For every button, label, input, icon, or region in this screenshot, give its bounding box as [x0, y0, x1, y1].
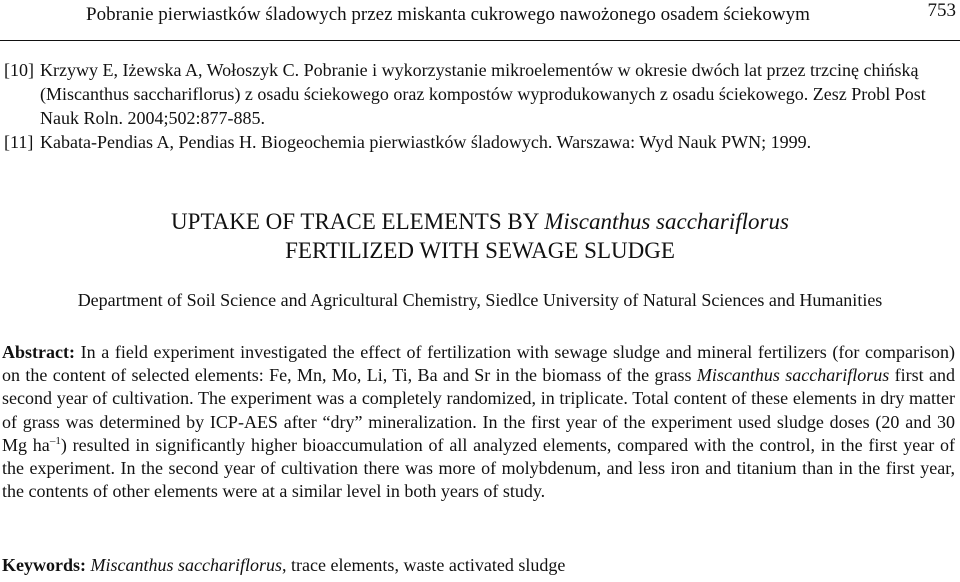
abstract-text-1: In a field experiment investigated the effect of fertilization with sewage sludge and mineral fertilizers (for comparison) on the content of selected elements: Fe, Mn, Mo, Li, Ti, Ba and Sr in the biomass of the grass: [2, 342, 956, 386]
keywords-rest: , trace elements, waste activated sludge: [282, 555, 566, 575]
affiliation: Department of Soil Science and Agricultural Chemistry, Siedlce University of Natural Sciences and Humanities: [77, 290, 883, 310]
keywords: [2, 555, 955, 576]
reference-number: [10]: [4, 60, 34, 80]
reference-number: [11]: [4, 132, 34, 152]
reference-text: Krzywy E, Iżewska A, Wołoszyk C. Pobranie i wykorzystanie mikroelementów w okresie dwóch lat przez trzcinę chińską (Miscanthus sacchariflorus) z osadu ściekowego oraz kompostów wyprodukowanych z osadu ściekowego. Zesz Probl Post Nauk Roln. 2004;502:877-885.: [40, 60, 926, 128]
abstract-text-2: first and second year of cultivation. The experiment was a completely randomized, in triplicate. Total content of these elements in dry matter of grass was determined by ICP-AES after “dry” mineralization. In the first year of the experiment used sludge doses (20 and 30 Mg ha: [2, 365, 955, 455]
abstract-text-3: ) resulted in significantly higher bioaccumulation of all analyzed elements, compared with the control, in the first year of the experiment. In the second year of cultivation there was more of molybdenum, and less iron and titanium than in the first year, the contents of other elements were at a similar level in both years of study.: [2, 434, 956, 502]
reference-item: [4, 58, 954, 130]
abstract-species: Miscanthus sacchariflorus: [696, 365, 890, 386]
paper-title-line-1: [0, 207, 960, 236]
running-header: [0, 0, 960, 41]
abstract-superscript: –1: [49, 434, 61, 447]
keywords-species: Miscanthus sacchariflorus: [90, 555, 282, 575]
title-prefix: UPTAKE OF TRACE ELEMENTS BY: [171, 209, 539, 234]
keywords-label: Keywords:: [2, 555, 86, 575]
title-species: Miscanthus sacchariflorus: [544, 209, 789, 234]
abstract-label: Abstract:: [2, 342, 75, 362]
paper-title-line-2: FERTILIZED WITH SEWAGE SLUDGE: [285, 238, 675, 263]
page-number: 753: [927, 0, 956, 21]
running-title: Pobranie pierwiastków śladowych przez miskanta cukrowego nawożonego osadem ściekowym: [86, 4, 810, 25]
abstract: [2, 341, 955, 503]
reference-item: [4, 130, 954, 154]
reference-text: Kabata-Pendias A, Pendias H. Biogeochemia pierwiastków śladowych. Warszawa: Wyd Nauk PWN; 1999.: [40, 132, 812, 152]
reference-list: [4, 58, 954, 154]
